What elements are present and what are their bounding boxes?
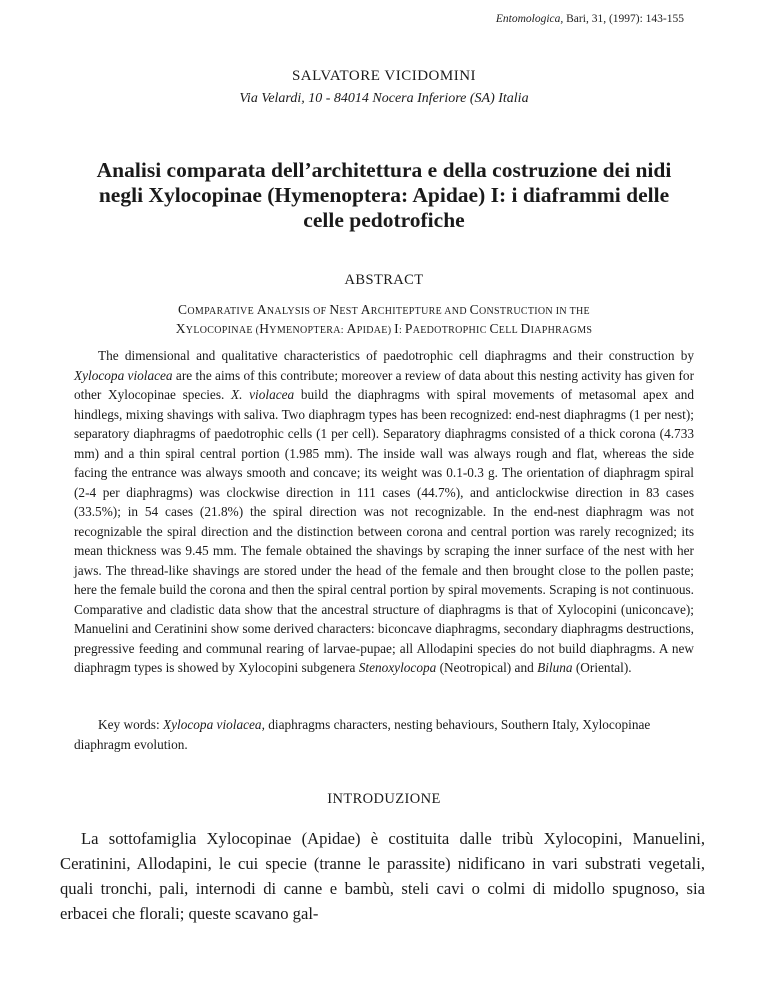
author-address: Via Velardi, 10 - 84014 Nocera Inferiore (SA) Italia [239,91,529,106]
species-name: Xylocopa violacea [74,367,173,383]
english-title [140,301,628,339]
journal-volume-pages: Bari, 31, (1997): 143-155 [563,13,684,25]
abstract-heading: ABSTRACT [344,272,424,288]
subgenus-name: Stenoxylocopa [358,660,437,675]
abstract-text-part: are the aims of this contribute; moreover a review of data about this nesting activity has given for other Xylocopinae species. [74,367,695,402]
keywords [74,715,694,754]
species-name: X. violacea [231,387,295,402]
keywords-label: Key words: [98,717,163,732]
abstract-text [74,346,694,678]
abstract-text-part: (Neotropical) and [436,660,538,675]
paper-title: Analisi comparata dell’architettura e della costruzione dei nidi negli Xylocopinae (Hymenoptera: Apidae) I: i diaframmi delle celle pedotrofiche [96,158,672,232]
section-heading-introduction: INTRODUZIONE [327,791,441,807]
keywords-rest: diaphragms characters, nesting behaviours, Southern Italy, Xylocopinae diaphragm evolution. [74,717,651,752]
abstract-text-part: (Oriental). [572,660,632,675]
introduction-paragraph: La sottofamiglia Xylocopinae (Apidae) è costituita dalle tribù Xylocopini, Manuelini, Ceratinini, Allodapini, le cui specie (tranne le parassite) nidificano in vari substrati vegetali, quali tronchi, pali, internodi di canne e bambù, steli cavi o colmi di midollo spugnoso, sia erbacei che florali; queste scavano gal- [60,829,705,923]
journal-citation [496,13,684,25]
journal-name: Entomologica, [495,13,564,25]
abstract-text-part: build the diaphragms with spiral movements of metasomal apex and hindlegs, mixing shavings with saliva. Two diaphragm types has been recognized: end-nest diaphragms (1 per nest); separatory diaphragms of paedotrophic cells (1 per cell). Separatory diaphragms consisted of a thick corona (4.733 mm) and a thin spiral central portion (1.985 mm). The inside wall was always rough and flat, whereas the side facing the entrance was always smooth and concave; its weight was 0.1-0.3 g. The orientation of diaphragm spiral (2-4 per diaphragms) was clockwise direction in 111 cases (44.7%), and anticlockwise direction in 83 cases (33.5%); in 54 cases (21.8%) the spiral direction was not recognizable. In the end-nest diaphragm was not recognizable the spiral direction and the distinction between corona and central portion was rarely recognized; its mean thickness was 9.45 mm. The female obtained the shavings by scraping the inner surface of the nest with her jaws. The thread-like shavings are stored under the head of the female and then brought close to the pollen paste; here the female build the corona and then the spiral central portion by spiral movements. Scraping is not continuous. Comparative and cladistic data show that the ancestral structure of diaphragms is that of Xylocopini (uniconcave); Manuelini and Ceratinini show some derived characters: biconcave diaphragms, secondary diaphragms destructions, pregressive feeding and communal rearing of larvae-pupae; all Allodapini species do not build diaphragms. A new diaphragm types is showed by Xylocopini subgenera [74,387,695,675]
abstract-text-part: The dimensional and qualitative characteristics of paedotrophic cell diaphragms and their construction by [98,348,694,363]
subgenus-name: Biluna [537,660,573,675]
english-title-line-2: XYLOCOPINAE (HYMENOPTERA: APIDAE) I: PAEDOTROPHIC CELL DIAPHRAGMS [175,321,593,336]
english-title-line-1: COMPARATIVE ANALYSIS OF NEST ARCHITEPTURE AND CONSTRUCTION IN THE [178,302,590,317]
keywords-species: Xylocopa violacea, [163,717,265,732]
author-name: SALVATORE VICIDOMINI [291,68,477,84]
